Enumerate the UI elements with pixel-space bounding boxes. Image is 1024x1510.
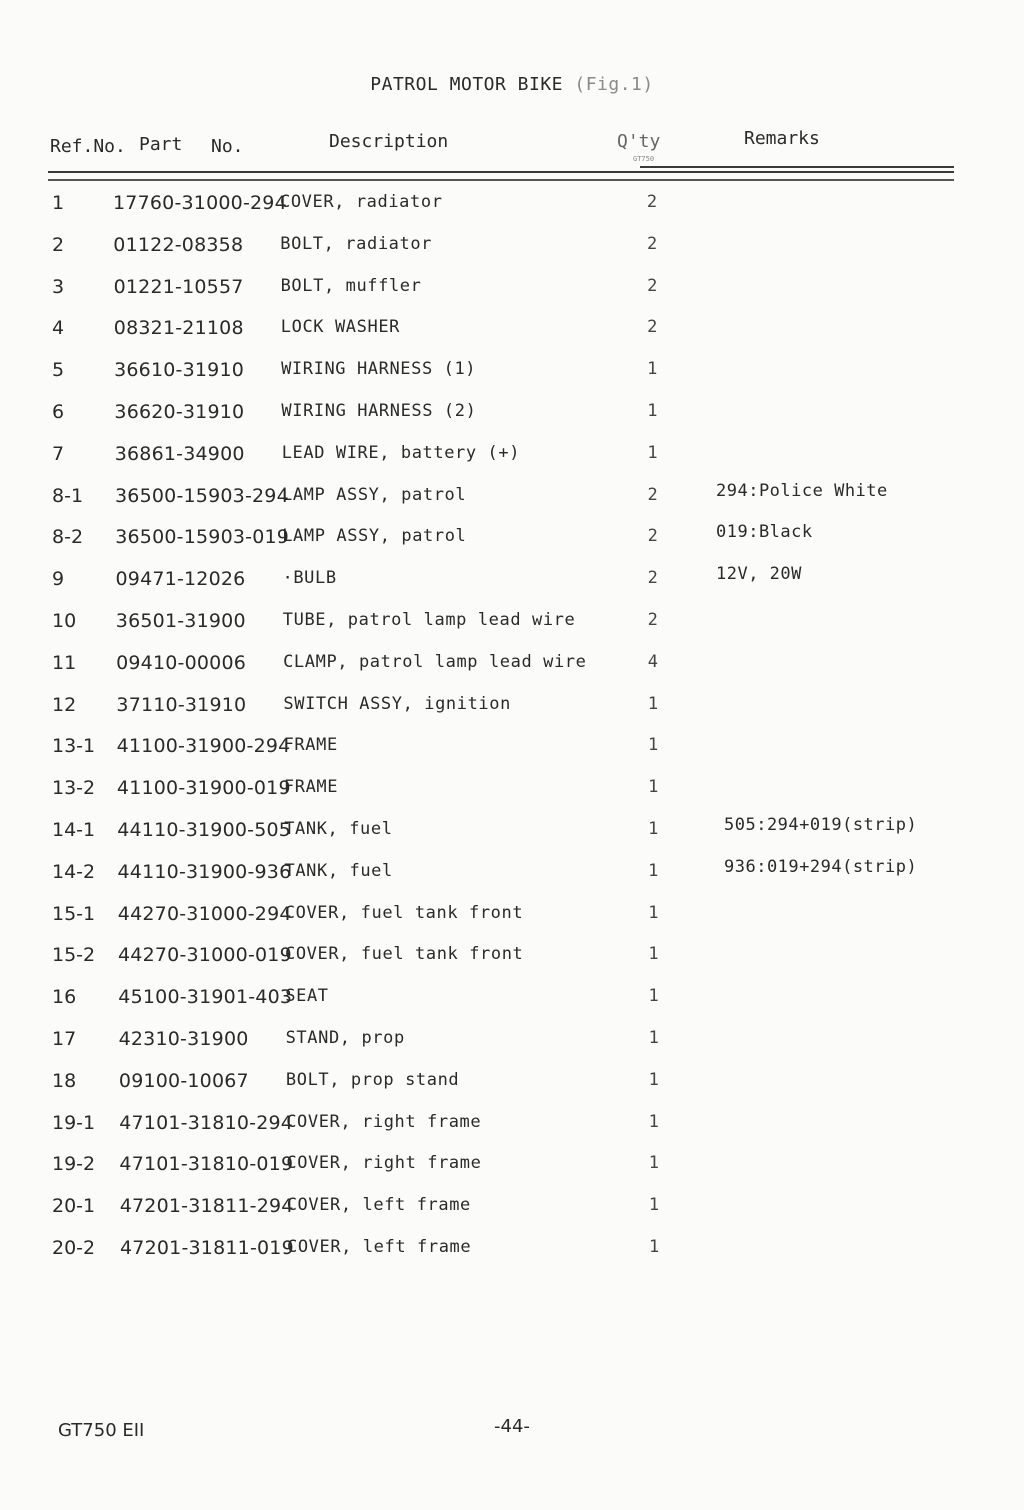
header-rule-bottom [48,179,954,181]
ref-no-cell: 7 [52,442,65,465]
table-row [0,1028,1024,1070]
footer-model: GT750 EII [58,1420,145,1441]
quantity-cell: 2 [647,484,658,505]
description-cell: BOLT, prop stand [285,1069,460,1090]
quantity-cell: 2 [647,526,658,547]
ref-no-cell: 9 [52,568,65,591]
description-cell: COVER, right frame [286,1153,482,1174]
part-number-cell: 41100-31900-294 [116,735,291,758]
quantity-cell: 1 [647,693,659,714]
part-number-cell: 44270-31000-294 [117,902,292,925]
description-cell: BOLT, muffler [280,275,422,296]
ref-no-cell: 15-1 [52,902,96,925]
page-number: -44- [494,1416,530,1437]
ref-no-cell: 8-2 [52,526,84,549]
ref-no-cell: 13-2 [52,777,96,800]
table-row [0,777,1024,819]
ref-no-cell: 16 [52,986,77,1009]
quantity-cell: 2 [646,233,658,254]
part-number-cell: 42310-31900 [118,1028,249,1050]
remarks-cell: 019:Black [716,522,813,543]
part-number-cell: 36500-15903-294 [115,484,289,507]
description-cell: STAND, prop [285,1028,405,1048]
quantity-cell: 1 [647,359,658,380]
ref-no-cell: 20-1 [52,1195,96,1218]
description-cell: FRAME [283,777,339,798]
quantity-cell: 1 [648,944,659,965]
ref-no-cell: 18 [52,1069,77,1092]
ref-no-cell: 17 [52,1028,77,1050]
ref-no-cell: 20-2 [52,1237,96,1259]
table-row [0,522,1024,568]
description-cell: LAMP ASSY, patrol [282,526,467,547]
header-description: Description [329,131,449,152]
table-row [0,276,1024,318]
description-cell: COVER, left frame [287,1237,472,1257]
quantity-cell: 4 [647,651,659,672]
table-row [0,317,1024,359]
ref-no-cell: 14-2 [52,860,96,883]
part-number-cell: 37110-31910 [116,693,247,716]
ref-no-cell: 11 [52,651,77,674]
remarks-cell: 294:Police White [716,480,888,501]
quantity-cell: 1 [647,735,659,756]
ref-no-cell: 10 [52,610,77,632]
part-number-cell: 47101-31810-019 [119,1153,294,1176]
ref-no-cell: 4 [52,317,65,340]
description-cell: WIRING HARNESS (1) [281,359,477,380]
ref-no-cell: 15-2 [52,944,96,967]
description-cell: COVER, fuel tank front [284,902,524,923]
description-cell: COVER, left frame [286,1195,471,1216]
part-number-cell: 09410-00006 [116,651,247,674]
part-number-cell: 44110-31900-505 [117,819,292,841]
table-row [0,234,1024,276]
part-number-cell: 44270-31000-019 [118,944,292,967]
description-cell: LOCK WASHER [280,317,400,338]
description-cell: TANK, fuel [284,860,393,881]
part-number-cell: 36500-15903-019 [115,526,290,549]
part-number-cell: 01122-08358 [113,233,244,256]
part-number-cell: 09100-10067 [118,1069,249,1092]
description-cell: COVER, fuel tank front [285,944,524,965]
quantity-cell: 2 [647,568,658,589]
header-qty-model: GT750 [633,155,655,163]
part-number-cell: 17760-31000-294 [113,192,287,214]
ref-no-cell: 19-1 [52,1111,96,1134]
table-row [0,564,1024,610]
quantity-cell: 1 [648,902,659,923]
header-qty: Q'ty [617,131,661,152]
part-number-cell: 47201-31811-019 [120,1237,294,1259]
quantity-cell: 1 [648,986,659,1007]
header-no: No. [211,136,244,157]
description-cell: TANK, fuel [284,819,393,839]
table-row [0,903,1024,945]
description-cell: COVER, radiator [280,192,443,212]
ref-no-cell: 3 [52,275,65,298]
table-row [0,1112,1024,1154]
ref-no-cell: 1 [52,192,65,214]
description-cell: LAMP ASSY, patrol [282,484,467,505]
remarks-cell: 12V, 20W [716,564,802,585]
part-number-cell: 36620-31910 [114,401,245,423]
table-row [0,735,1024,777]
table-row [0,480,1024,527]
table-row [0,443,1024,485]
quantity-cell: 2 [646,192,658,212]
description-cell: SWITCH ASSY, ignition [283,693,511,714]
part-number-cell: 41100-31900-019 [116,777,291,800]
quantity-cell: 1 [647,401,658,421]
table-row [0,1237,1024,1279]
description-cell: SEAT [285,986,329,1007]
table-row [0,652,1024,694]
table-row [0,401,1024,443]
part-number-cell: 44110-31900-936 [117,860,292,883]
quantity-cell: 1 [648,777,659,798]
description-cell: BOLT, radiator [280,233,433,254]
table-row [0,986,1024,1028]
table-row [0,1195,1024,1237]
part-number-cell: 47201-31811-294 [119,1195,294,1218]
header-rule-top-right [640,166,954,168]
remarks-cell: 936:019+294(strip) [724,856,918,877]
quantity-cell: 1 [648,1195,660,1216]
ref-no-cell: 13-1 [52,735,96,758]
figure-reference: (Fig.1) [574,74,654,95]
table-row [0,815,1024,861]
ref-no-cell: 12 [52,693,77,716]
header-ref-no: Ref.No. [50,136,126,157]
description-cell: COVER, right frame [286,1111,482,1132]
description-cell: LEAD WIRE, battery (+) [281,442,521,463]
description-cell: CLAMP, patrol lamp lead wire [283,651,587,672]
remarks-cell: 505:294+019(strip) [724,815,918,835]
ref-no-cell: 19-2 [52,1153,96,1176]
quantity-cell: 2 [647,317,658,338]
quantity-cell: 2 [647,275,658,296]
page-title [0,74,1024,95]
quantity-cell: 1 [648,1028,659,1048]
part-number-cell: 36501-31900 [115,610,246,632]
header-part: Part [139,134,183,155]
ref-no-cell: 8-1 [52,484,84,507]
part-number-cell: 45100-31901-403 [118,986,293,1009]
quantity-cell: 1 [648,819,659,839]
part-number-cell: 36861-34900 [114,442,245,465]
ref-no-cell: 6 [52,401,65,423]
ref-no-cell: 5 [52,359,65,382]
table-row [0,944,1024,986]
ref-no-cell: 14-1 [52,819,96,841]
part-number-cell: 01221-10557 [113,275,244,298]
description-cell: WIRING HARNESS (2) [281,401,477,421]
table-row [0,359,1024,401]
part-number-cell: 09471-12026 [115,568,246,591]
quantity-cell: 1 [648,1069,659,1090]
quantity-cell: 1 [648,1111,659,1132]
table-row [0,1070,1024,1112]
part-number-cell: 36610-31910 [114,359,245,382]
description-cell: TUBE, patrol lamp lead wire [282,610,576,630]
quantity-cell: 1 [648,1153,660,1174]
table-row [0,192,1024,234]
ref-no-cell: 2 [52,233,65,256]
header-rule-top [48,171,954,173]
description-cell: ·BULB [282,568,337,589]
table-row [0,856,1024,903]
page-title-main: PATROL MOTOR BIKE [370,74,564,95]
table-row [0,1153,1024,1195]
part-number-cell: 08321-21108 [113,317,244,340]
table-row [0,610,1024,652]
quantity-cell: 2 [647,610,658,630]
quantity-cell: 1 [648,860,659,881]
part-number-cell: 47101-31810-294 [119,1111,294,1134]
header-remarks: Remarks [744,128,820,149]
description-cell: FRAME [283,735,338,756]
table-row [0,694,1024,736]
quantity-cell: 1 [648,1237,660,1257]
quantity-cell: 1 [647,442,658,463]
